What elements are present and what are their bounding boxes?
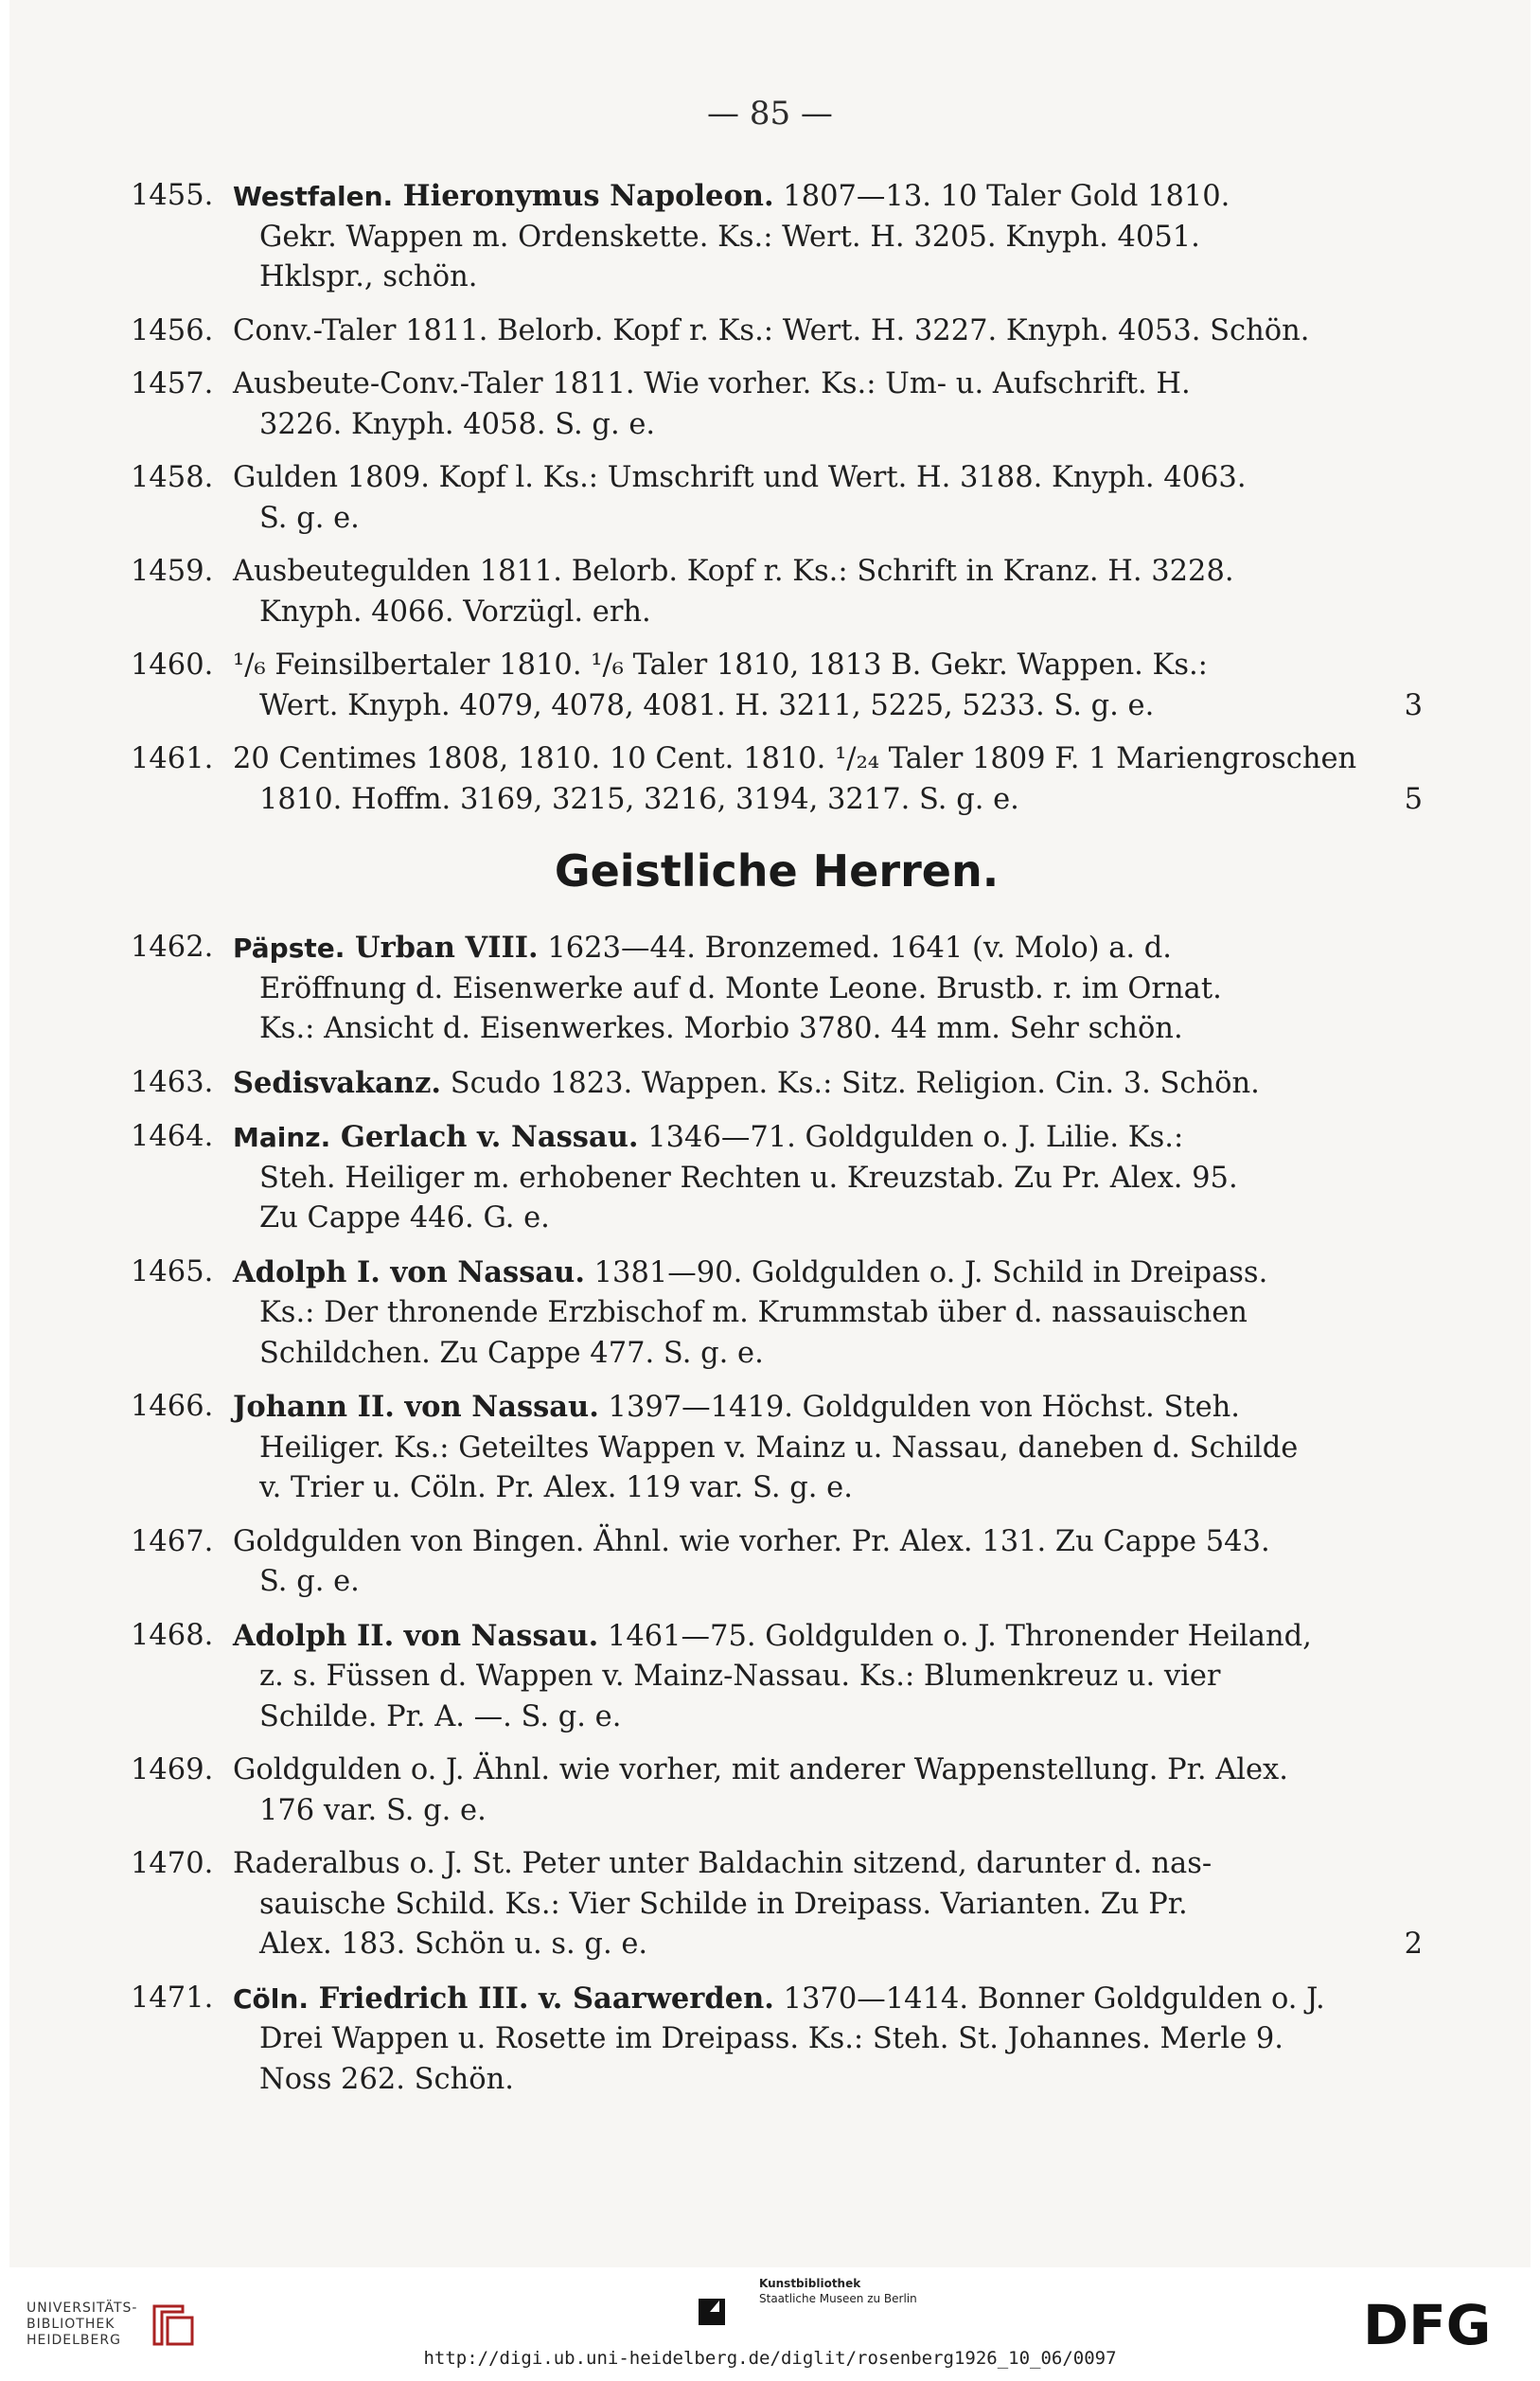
entry-number: 1455. bbox=[131, 179, 214, 212]
entry-text bbox=[233, 928, 1423, 1050]
entry-number: 1461. bbox=[131, 742, 214, 775]
entry-number: 1467. bbox=[131, 1524, 214, 1558]
kunstbibliothek-logo[interactable] bbox=[699, 2272, 954, 2329]
entry-segment: Eröffnung d. Eisenwerke auf d. Monte Leone. Brustb. r. im Ornat. bbox=[259, 971, 1222, 1005]
entry-segment: Alex. 183. Schön u. s. g. e. bbox=[259, 1928, 648, 1961]
catalog-entry bbox=[131, 176, 1423, 298]
entry-trailing-mark: 3 bbox=[1404, 688, 1423, 722]
entry-line bbox=[233, 1253, 1423, 1294]
entry-segment: S. g. e. bbox=[259, 1565, 360, 1598]
entry-heading: Adolph II. von Nassau. bbox=[233, 1618, 599, 1653]
entry-segment: ¹/₆ Feinsilbertaler 1810. ¹/₆ Taler 1810, 1813 B. Gekr. Wappen. Ks.: bbox=[233, 649, 1208, 682]
entry-number: 1465. bbox=[131, 1254, 214, 1288]
entry-text bbox=[233, 458, 1423, 539]
entry-text bbox=[233, 552, 1423, 632]
catalog-content bbox=[131, 176, 1423, 2113]
page-number: — 85 — bbox=[707, 95, 833, 133]
entry-segment: 1810. Hoffm. 3169, 3215, 3216, 3194, 3217. S. g. e. bbox=[259, 782, 1019, 816]
entry-segment: Schildchen. Zu Cappe 477. S. g. e. bbox=[259, 1336, 764, 1370]
entry-segment: Zu Cappe 446. G. e. bbox=[259, 1201, 550, 1235]
entry-number: 1458. bbox=[131, 461, 214, 494]
kunstbibliothek-mark-icon bbox=[699, 2272, 752, 2325]
entry-line bbox=[233, 1562, 1423, 1603]
entry-line bbox=[233, 1063, 1423, 1105]
catalog-entry bbox=[131, 1253, 1423, 1375]
entry-text bbox=[233, 176, 1423, 298]
entry-segment: sauische Schild. Ks.: Vier Schilde in Dreipass. Varianten. Zu Pr. bbox=[259, 1887, 1188, 1921]
entry-line bbox=[233, 1791, 1423, 1832]
catalog-entry bbox=[131, 458, 1423, 539]
entry-line bbox=[233, 593, 1423, 633]
entry-segment: 1397—1419. Goldgulden von Höchst. Steh. bbox=[598, 1391, 1240, 1424]
entry-line bbox=[233, 1199, 1423, 1239]
entry-segment: Conv.-Taler 1811. Belorb. Kopf r. Ks.: Wert. H. 3227. Knyph. 4053. Schön. bbox=[233, 313, 1310, 347]
entry-line bbox=[233, 1844, 1423, 1885]
dfg-logo-icon bbox=[1363, 2299, 1514, 2350]
entry-segment: 3226. Knyph. 4058. S. g. e. bbox=[259, 407, 656, 441]
entry-number: 1456. bbox=[131, 313, 214, 347]
entry-line bbox=[233, 1429, 1423, 1469]
entry-number: 1464. bbox=[131, 1120, 214, 1153]
entry-text bbox=[233, 1253, 1423, 1375]
entry-line bbox=[233, 1293, 1423, 1334]
university-name: UNIVERSITÄTS- BIBLIOTHEK HEIDELBERG bbox=[27, 2301, 138, 2348]
catalog-entry bbox=[131, 1750, 1423, 1831]
entry-line bbox=[233, 1009, 1423, 1050]
catalog-entry bbox=[131, 1616, 1423, 1738]
entry-text bbox=[233, 311, 1423, 352]
catalog-entry bbox=[131, 311, 1423, 352]
entry-text bbox=[233, 1063, 1423, 1105]
entry-line bbox=[233, 1159, 1423, 1199]
entry-segment: v. Trier u. Cöln. Pr. Alex. 119 var. S. g. e. bbox=[259, 1471, 853, 1504]
entry-line bbox=[233, 686, 1423, 727]
entry-number: 1471. bbox=[131, 1981, 214, 2015]
entry-line-text bbox=[259, 780, 1019, 821]
entry-segment: Gekr. Wappen m. Ordenskette. Ks.: Wert. H. 3205. Knyph. 4051. bbox=[259, 220, 1200, 254]
entry-heading: Hieronymus Napoleon. bbox=[393, 179, 774, 213]
entry-heading: Adolph I. von Nassau. bbox=[233, 1254, 585, 1289]
entry-text bbox=[233, 1750, 1423, 1831]
entry-line bbox=[233, 1697, 1423, 1738]
catalog-entry bbox=[131, 928, 1423, 1050]
catalog-entry bbox=[131, 552, 1423, 632]
entry-line-text bbox=[259, 1925, 647, 1965]
entry-text bbox=[233, 1616, 1423, 1738]
entry-line bbox=[233, 780, 1423, 821]
entry-line bbox=[233, 646, 1423, 686]
dfg-logo[interactable] bbox=[1363, 2299, 1514, 2354]
entry-line bbox=[233, 739, 1423, 780]
entry-heading: Cöln. bbox=[233, 1982, 309, 2015]
entry-segment: z. s. Füssen d. Wappen v. Mainz-Nassau. Ks.: Blumenkreuz u. vier bbox=[259, 1660, 1221, 1693]
entry-segment: 1807—13. 10 Taler Gold 1810. bbox=[773, 180, 1230, 213]
entry-segment: Heiliger. Ks.: Geteiltes Wappen v. Mainz u. Nassau, daneben d. Schilde bbox=[259, 1430, 1299, 1465]
catalog-entry bbox=[131, 364, 1423, 445]
entry-segment: Wert. Knyph. 4079, 4078, 4081. H. 3211, 5225, 5233. S. g. e. bbox=[259, 688, 1155, 722]
entry-text bbox=[233, 646, 1423, 726]
entry-segment: Goldgulden von Bingen. Ähnl. wie vorher. Pr. Alex. 131. Zu Cappe 543. bbox=[233, 1524, 1270, 1558]
entry-trailing-mark: 2 bbox=[1404, 1928, 1423, 1961]
entry-last-line bbox=[259, 1925, 1423, 1965]
entry-text bbox=[233, 1844, 1423, 1965]
scanned-page bbox=[9, 0, 1531, 2267]
entry-segment: 1461—75. Goldgulden o. J. Thronender Heiland, bbox=[598, 1619, 1312, 1653]
entry-heading: Päpste. bbox=[233, 933, 345, 964]
entry-number: 1468. bbox=[131, 1618, 214, 1652]
catalog-entry bbox=[131, 1117, 1423, 1239]
entry-heading: Gerlach v. Nassau. bbox=[330, 1120, 639, 1154]
entry-line bbox=[233, 1979, 1423, 2020]
entry-line bbox=[233, 1334, 1423, 1375]
entry-segment: Noss 262. Schön. bbox=[259, 2062, 514, 2096]
catalog-entry bbox=[131, 646, 1423, 726]
entry-heading: Friedrich III. v. Saarwerden. bbox=[308, 1981, 774, 2016]
entry-line bbox=[233, 1387, 1423, 1429]
entry-heading: Urban VIII. bbox=[345, 931, 539, 965]
entry-segment: Schilde. Pr. A. —. S. g. e. bbox=[259, 1699, 622, 1733]
entry-segment: Steh. Heiliger m. erhobener Rechten u. Kreuzstab. Zu Pr. Alex. 95. bbox=[259, 1161, 1238, 1195]
entries-before-section bbox=[131, 176, 1423, 820]
entry-number: 1463. bbox=[131, 1065, 214, 1099]
university-mark-icon bbox=[145, 2297, 202, 2354]
entry-segment: Raderalbus o. J. St. Peter unter Baldachin sitzend, darunter d. nas- bbox=[233, 1847, 1213, 1880]
entry-segment: Goldgulden o. J. Ähnl. wie vorher, mit anderer Wappenstellung. Pr. Alex. bbox=[233, 1753, 1288, 1786]
entry-line bbox=[233, 499, 1423, 540]
entry-last-line bbox=[259, 686, 1423, 727]
entry-heading: Mainz. bbox=[233, 1122, 331, 1153]
entry-line bbox=[233, 218, 1423, 258]
entry-text bbox=[233, 1522, 1423, 1603]
entry-line bbox=[233, 1750, 1423, 1791]
entry-line bbox=[233, 1925, 1423, 1965]
entry-line bbox=[233, 2060, 1423, 2101]
entry-last-line bbox=[259, 780, 1423, 821]
entry-heading: Johann II. von Nassau. bbox=[233, 1390, 599, 1424]
entry-line bbox=[233, 1616, 1423, 1658]
page-url[interactable]: http://digi.ub.uni-heidelberg.de/diglit/rosenberg1926_10_06/0097 bbox=[423, 2348, 1117, 2369]
entry-line bbox=[233, 1657, 1423, 1697]
entry-text bbox=[233, 739, 1423, 820]
entry-number: 1470. bbox=[131, 1847, 214, 1880]
catalog-entry bbox=[131, 739, 1423, 820]
entry-line bbox=[233, 1117, 1423, 1159]
kunstbibliothek-text: Kunstbibliothek Staatliche Museen zu Berlin bbox=[759, 2277, 917, 2305]
entry-line bbox=[233, 364, 1423, 405]
entry-number: 1459. bbox=[131, 555, 214, 588]
catalog-entry bbox=[131, 1522, 1423, 1603]
entry-line bbox=[233, 176, 1423, 218]
entry-segment: Scudo 1823. Wappen. Ks.: Sitz. Religion. Cin. 3. Schön. bbox=[441, 1066, 1260, 1100]
entry-number: 1457. bbox=[131, 367, 214, 400]
entry-line bbox=[233, 311, 1423, 352]
entry-trailing-mark: 5 bbox=[1404, 782, 1423, 816]
entry-line bbox=[233, 969, 1423, 1010]
entry-segment: S. g. e. bbox=[259, 501, 360, 535]
entry-number: 1460. bbox=[131, 649, 214, 682]
entry-segment: 176 var. S. g. e. bbox=[259, 1793, 487, 1827]
entry-segment: Ausbeute-Conv.-Taler 1811. Wie vorher. Ks.: Um- u. Aufschrift. H. bbox=[233, 367, 1191, 400]
catalog-entry bbox=[131, 1063, 1423, 1105]
entry-segment: Hklspr., schön. bbox=[259, 260, 478, 293]
entry-segment: Gulden 1809. Kopf l. Ks.: Umschrift und Wert. H. 3188. Knyph. 4063. bbox=[233, 461, 1247, 494]
entry-segment: 20 Centimes 1808, 1810. 10 Cent. 1810. ¹/₂₄ Taler 1809 F. 1 Mariengroschen bbox=[233, 742, 1357, 775]
entry-text bbox=[233, 1117, 1423, 1239]
dfg-text: DFG bbox=[1363, 2299, 1492, 2350]
entry-segment: Ausbeutegulden 1811. Belorb. Kopf r. Ks.: Schrift in Kranz. H. 3228. bbox=[233, 555, 1234, 588]
entry-number: 1462. bbox=[131, 931, 214, 964]
catalog-entry bbox=[131, 1844, 1423, 1965]
entry-line bbox=[233, 2019, 1423, 2060]
entry-number: 1469. bbox=[131, 1753, 214, 1786]
section-title: Geistliche Herren. bbox=[554, 845, 1000, 897]
entries-after-section bbox=[131, 928, 1423, 2100]
entry-segment: Ks.: Der thronende Erzbischof m. Krummstab über d. nassauischen bbox=[259, 1296, 1248, 1329]
entry-number: 1466. bbox=[131, 1390, 214, 1423]
entry-line bbox=[233, 258, 1423, 298]
entry-line bbox=[233, 458, 1423, 499]
catalog-entry bbox=[131, 1387, 1423, 1509]
entry-segment: Drei Wappen u. Rosette im Dreipass. Ks.: Steh. St. Johannes. Merle 9. bbox=[259, 2022, 1283, 2055]
entry-text bbox=[233, 1979, 1423, 2101]
entry-line bbox=[233, 928, 1423, 969]
entry-heading: Sedisvakanz. bbox=[233, 1065, 442, 1100]
entry-segment: Knyph. 4066. Vorzügl. erh. bbox=[259, 595, 651, 629]
entry-segment: 1623—44. Bronzemed. 1641 (v. Molo) a. d. bbox=[538, 932, 1172, 965]
entry-line bbox=[233, 552, 1423, 593]
entry-line bbox=[233, 1468, 1423, 1509]
entry-line bbox=[233, 1522, 1423, 1563]
entry-text bbox=[233, 1387, 1423, 1509]
entry-segment: 1346—71. Goldgulden o. J. Lilie. Ks.: bbox=[638, 1121, 1184, 1154]
entry-line bbox=[233, 405, 1423, 446]
entry-line-text bbox=[259, 686, 1154, 727]
entry-line bbox=[233, 1885, 1423, 1926]
entry-heading: Westfalen. bbox=[233, 181, 394, 212]
entry-segment: Ks.: Ansicht d. Eisenwerkes. Morbio 3780. 44 mm. Sehr schön. bbox=[259, 1012, 1183, 1045]
entry-segment: 1370—1414. Bonner Goldgulden o. J. bbox=[773, 1981, 1325, 2016]
entry-segment: 1381—90. Goldgulden o. J. Schild in Dreipass. bbox=[584, 1255, 1268, 1289]
entry-text bbox=[233, 364, 1423, 445]
catalog-entry bbox=[131, 1979, 1423, 2101]
